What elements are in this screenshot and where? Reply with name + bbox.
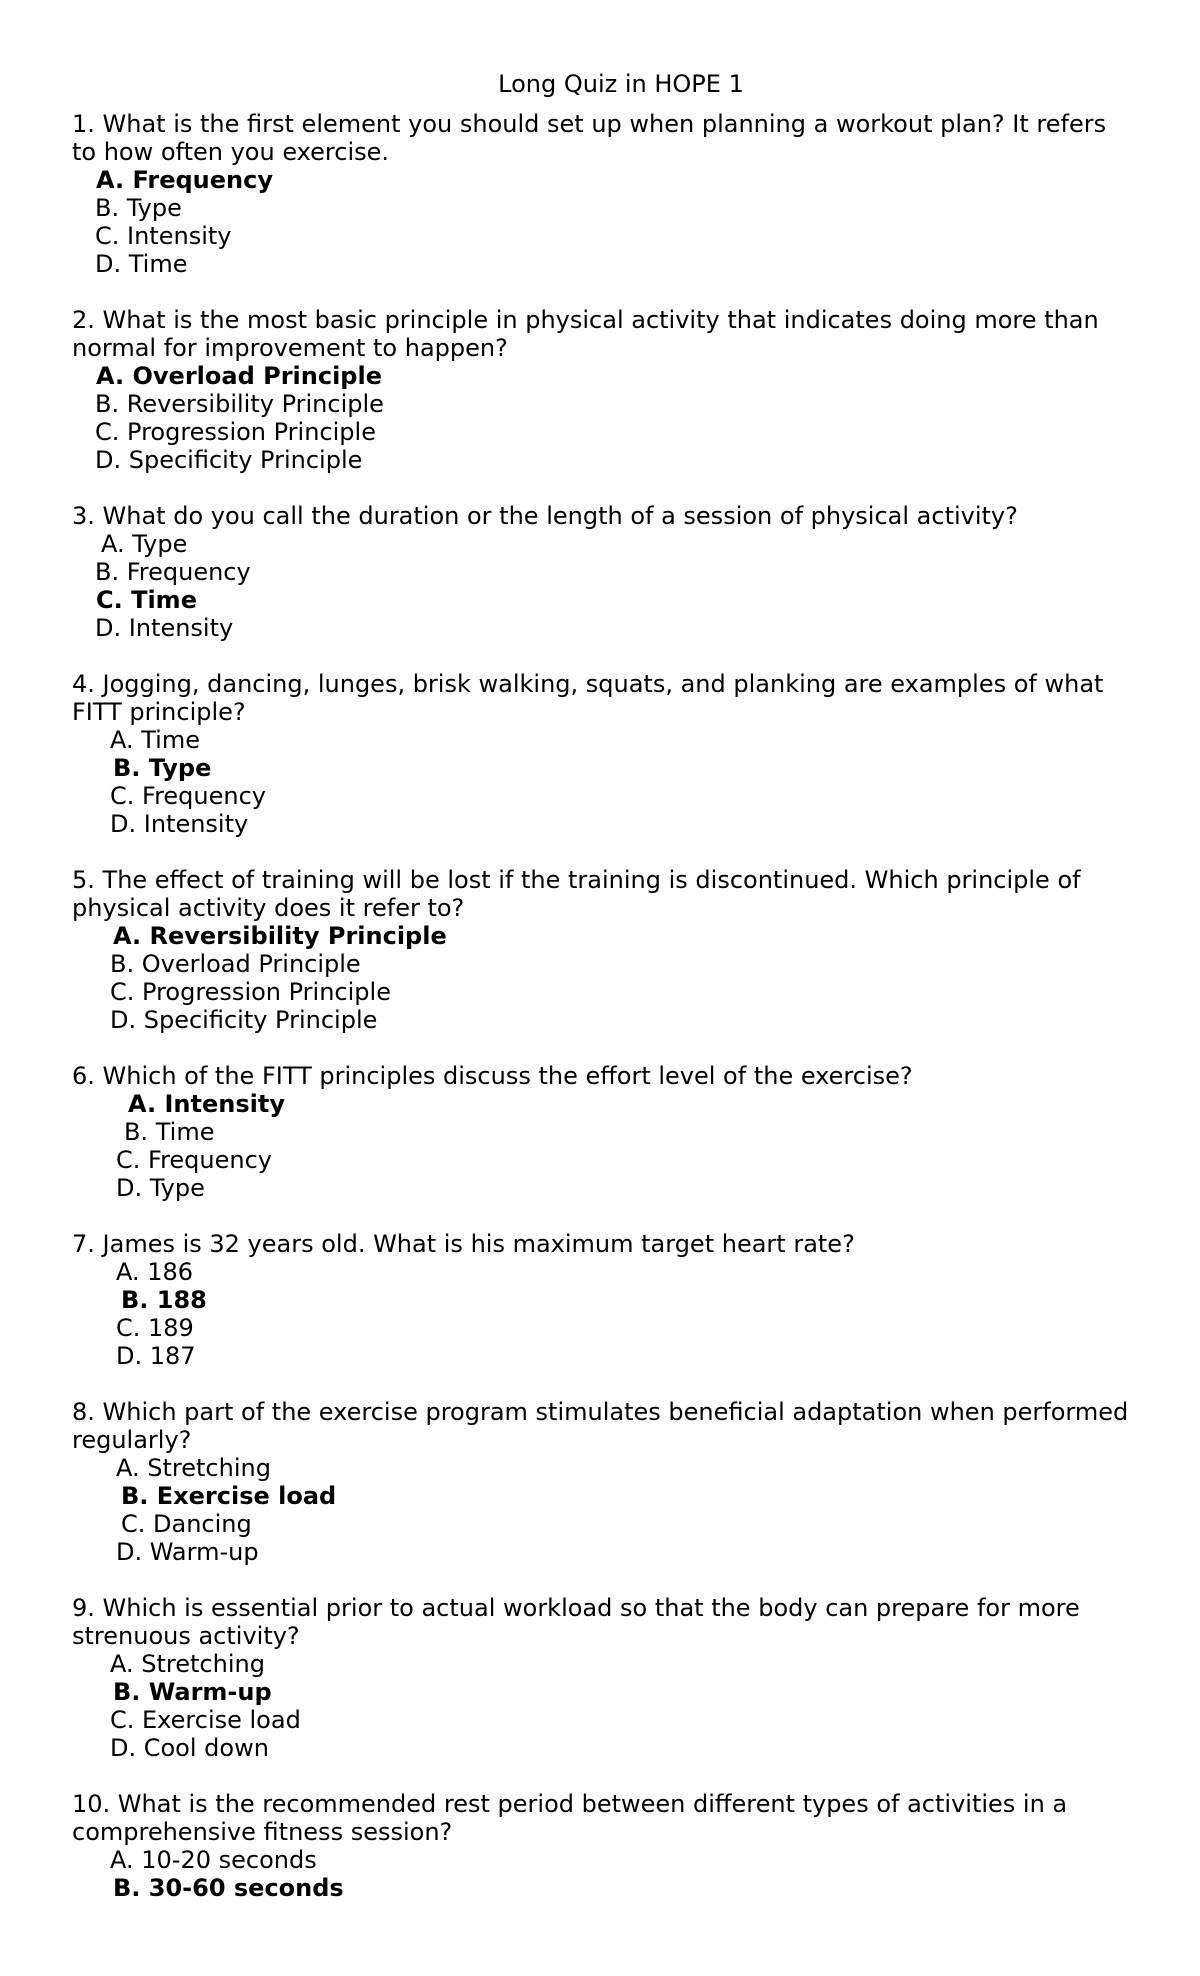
option-c-correct: C. Time [96,586,197,614]
answer-options [72,1846,1130,1902]
question-10 [72,1790,1130,1902]
option-b: B. Frequency [95,558,251,586]
answer-options [72,726,1130,838]
option-b: B. Reversibility Principle [95,390,384,418]
option-d: D. Cool down [110,1734,269,1762]
question-text: 6. Which of the FITT principles discuss the effort level of the exercise? [72,1062,913,1090]
option-b: B. Time [124,1118,215,1146]
option-c: C. Dancing [121,1510,252,1538]
answer-options [72,922,1130,1034]
option-b: B. Overload Principle [110,950,361,978]
question-4 [72,670,1130,838]
question-text: 7. James is 32 years old. What is his maximum target heart rate? [72,1230,855,1258]
option-d: D. Warm-up [116,1538,259,1566]
answer-options [72,1258,1130,1370]
option-a: A. 10-20 seconds [110,1846,317,1874]
option-c: C. Progression Principle [110,978,391,1006]
question-text: 4. Jogging, dancing, lunges, brisk walking, squats, and planking are examples of what FITT principle? [72,670,1104,726]
option-a: A. Stretching [116,1454,271,1482]
option-a: A. Type [101,530,188,558]
question-text: 8. Which part of the exercise program stimulates beneficial adaptation when performed regularly? [72,1398,1129,1454]
question-1 [72,110,1130,278]
option-a: A. 186 [116,1258,194,1286]
option-b-correct: B. 30-60 seconds [113,1874,344,1902]
answer-options [72,530,1130,642]
answer-options [72,1090,1130,1202]
option-b-correct: B. Type [113,754,212,782]
option-c: C. Frequency [116,1146,272,1174]
question-6 [72,1062,1130,1202]
question-5 [72,866,1130,1034]
option-c: C. 189 [116,1314,194,1342]
option-d: D. Intensity [110,810,249,838]
option-b-correct: B. Warm-up [113,1678,272,1706]
question-text: 3. What do you call the duration or the length of a session of physical activity? [72,502,1018,530]
question-text: 9. Which is essential prior to actual workload so that the body can prepare for more strenuous activity? [72,1594,1080,1650]
option-c: C. Exercise load [110,1706,301,1734]
question-text: 1. What is the first element you should set up when planning a workout plan? It refers to how often you exercise. [72,110,1107,166]
option-b-correct: B. 188 [121,1286,207,1314]
option-a: A. Stretching [110,1650,265,1678]
option-a: A. Time [110,726,200,754]
question-text: 2. What is the most basic principle in physical activity that indicates doing more than normal for improvement to happen? [72,306,1099,362]
option-d: D. 187 [116,1342,196,1370]
option-b-correct: B. Exercise load [121,1482,337,1510]
option-b: B. Type [95,194,182,222]
option-d: D. Time [95,250,188,278]
answer-options [72,166,1130,278]
option-c: C. Intensity [95,222,232,250]
option-a-correct: A. Reversibility Principle [113,922,447,950]
question-2 [72,306,1130,474]
option-a-correct: A. Frequency [96,166,273,194]
question-7 [72,1230,1130,1370]
option-c: C. Progression Principle [95,418,376,446]
answer-options [72,362,1130,474]
option-a-correct: A. Overload Principle [96,362,382,390]
answer-options [72,1454,1130,1566]
question-text: 5. The effect of training will be lost if the training is discontinued. Which principle of physical activity does it refer to? [72,866,1081,922]
option-d: D. Specificity Principle [110,1006,378,1034]
question-3 [72,502,1130,642]
option-d: D. Type [116,1174,205,1202]
document-title: Long Quiz in HOPE 1 [498,70,744,98]
question-8 [72,1398,1130,1566]
option-d: D. Specificity Principle [95,446,363,474]
option-a-correct: A. Intensity [128,1090,285,1118]
question-9 [72,1594,1130,1762]
option-c: C. Frequency [110,782,266,810]
option-d: D. Intensity [95,614,234,642]
question-text: 10. What is the recommended rest period between different types of activities in a comprehensive fitness session? [72,1790,1068,1846]
answer-options [72,1650,1130,1762]
